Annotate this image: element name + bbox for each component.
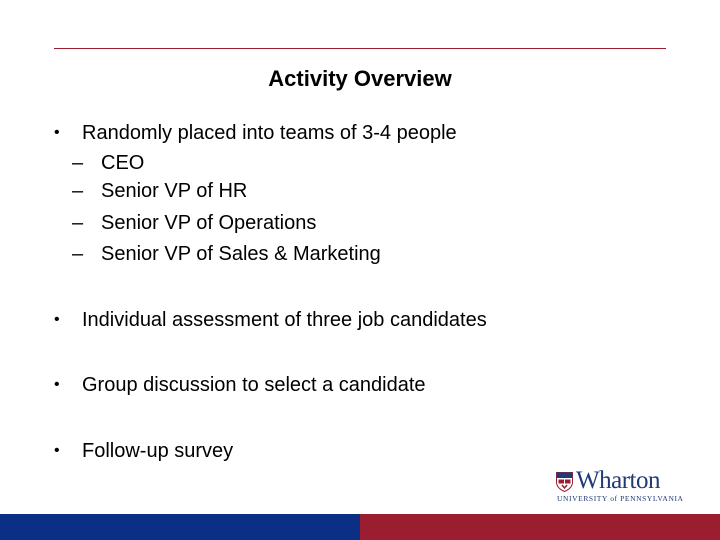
sub-bullet-marker: – (72, 180, 84, 202)
sub-bullet-text: Senior VP of Sales & Marketing (101, 243, 381, 265)
sub-bullet-marker: – (72, 212, 84, 234)
bullet-text: Follow-up survey (82, 440, 234, 462)
bullet-marker: • (54, 311, 60, 328)
sub-bullet-marker: – (72, 243, 84, 265)
footer-bar-red (360, 514, 720, 540)
penn-shield-icon (556, 472, 573, 492)
top-divider-line (54, 48, 666, 49)
bullet-text: Randomly placed into teams of 3-4 people (82, 122, 457, 144)
bullet-text: Individual assessment of three job candidates (82, 309, 487, 331)
bullet-marker: • (54, 442, 60, 459)
sub-bullet-text: CEO (101, 152, 145, 174)
sub-bullet-text: Senior VP of Operations (101, 212, 317, 234)
logo-wordmark: Wharton (576, 467, 660, 494)
slide-title: Activity Overview (268, 66, 452, 91)
wharton-logo (556, 467, 684, 504)
sub-bullet-marker: – (72, 152, 84, 174)
sub-bullet-text: Senior VP of HR (101, 180, 248, 202)
logo-subtitle: UNIVERSITY of PENNSYLVANIA (557, 494, 684, 503)
footer-bar-blue (0, 514, 360, 540)
bullet-marker: • (54, 376, 60, 393)
bullet-marker: • (54, 124, 60, 141)
bullet-text: Group discussion to select a candidate (82, 374, 426, 396)
